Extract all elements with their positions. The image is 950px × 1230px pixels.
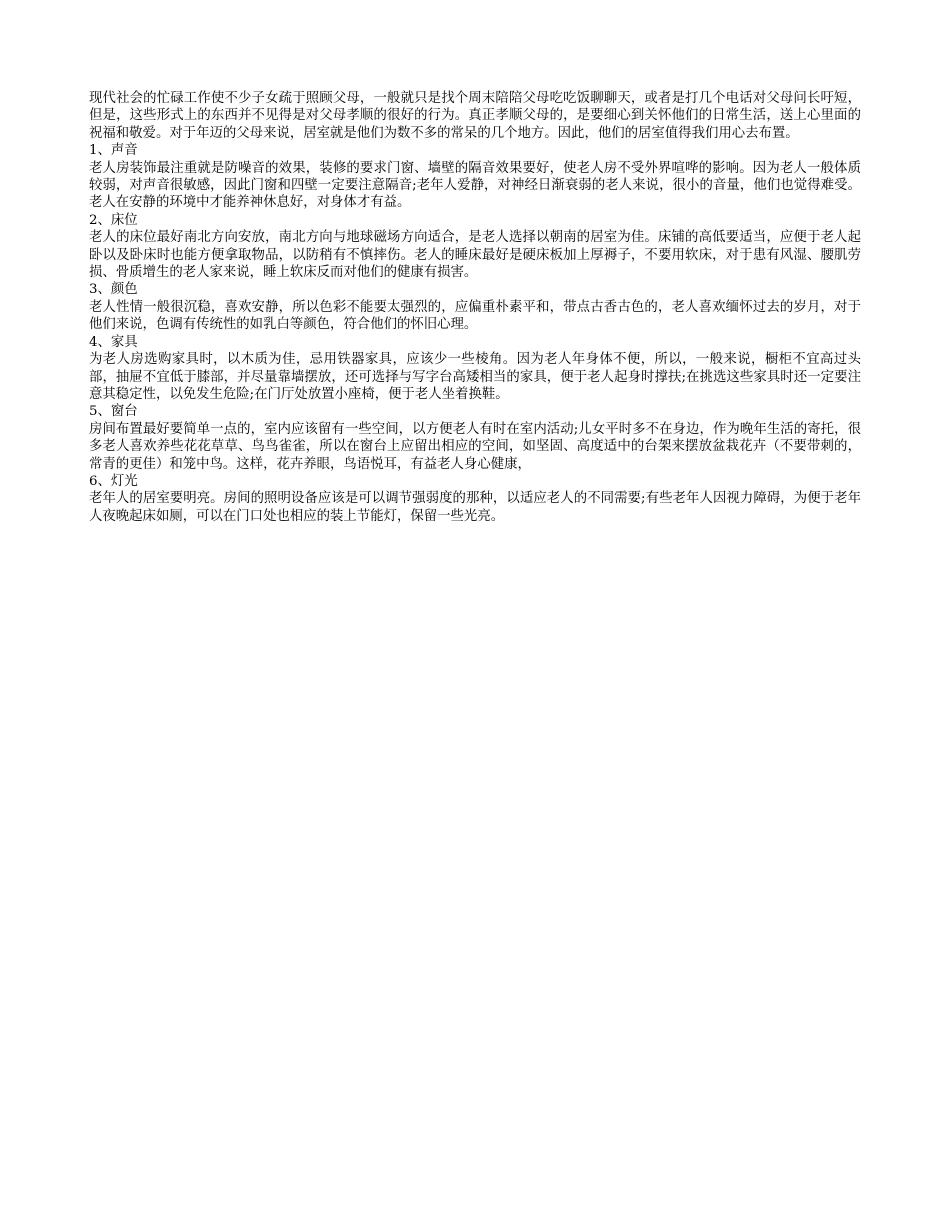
section-heading-windowsill: 5、窗台 xyxy=(89,404,138,420)
section-heading-sound: 1、声音 xyxy=(89,143,138,159)
section-body-furniture: 为老人房选购家具时，以木质为佳，忌用铁器家具，应该少一些棱角。因为老人年身体不便，所以，一般来说，橱柜不宜高过头部，抽屉不宜低于膝部，并尽量靠墙摆放，还可选择与写字台高矮相当的家具，便于老人起身时撑扶;在挑选这些家具时还一定要注意其稳定性，以免发生危险;在门厅处放置小座椅，便于老人坐着换鞋。 xyxy=(89,352,861,402)
section-body-lighting: 老年人的居室要明亮。房间的照明设备应该是可以调节强弱度的那种，以适应老人的不同需要;有些老年人因视力障碍，为便于老年人夜晚起床如厕，可以在门口处也相应的装上节能灯，保留一些光亮。 xyxy=(89,491,861,524)
section-heading-furniture: 4、家具 xyxy=(89,334,138,350)
section-body-bed: 老人的床位最好南北方向安放，南北方向与地球磁场方向适合，是老人选择以朝南的居室为佳。床铺的高低要适当，应便于老人起卧以及卧床时也能方便拿取物品，以防稍有不慎摔伤。老人的睡床最好是硬床板加上厚褥子，不要用软床，对于患有风湿、腰肌劳损、骨质增生的老人家来说，睡上软床反而对他们的健康有损害。 xyxy=(89,230,861,281)
section-body-windowsill: 房间布置最好要简单一点的，室内应该留有一些空间，以方便老人有时在室内活动;儿女平时多不在身边，作为晚年生活的寄托，很多老人喜欢养些花花草草、鸟鸟雀雀，所以在窗台上应留出相应的空间，如坚固、高度适中的台架来摆放盆栽花卉（不要带刺的，常青的更佳）和笼中鸟。这样，花卉养眼，鸟语悦耳，有益老人身心健康， xyxy=(89,421,861,472)
intro-paragraph: 现代社会的忙碌工作使不少子女疏于照顾父母，一般就只是找个周末陪陪父母吃吃饭聊聊天，或者是打几个电话对父母问长吁短，但是，这些形式上的东西并不见得是对父母孝顺的很好的行为。真正孝顺父母的，是要细心到关怀他们的日常生活，送上心里面的祝福和敬爱。对于年迈的父母来说，居室就是他们为数不多的常呆的几个地方。因此，他们的居室值得我们用心去布置。 xyxy=(89,91,861,141)
section-body-sound: 老人房装饰最注重就是防噪音的效果，装修的要求门窗、墙壁的隔音效果要好，使老人房不受外界喧哗的影响。因为老人一般体质较弱，对声音很敏感，因此门窗和四壁一定要注意隔音;老年人爱静，对神经日渐衰弱的老人来说，很小的音量，他们也觉得难受。老人在安静的环境中才能养神休息好，对身体才有益。 xyxy=(89,160,861,211)
article xyxy=(89,90,861,525)
section-heading-lighting: 6、灯光 xyxy=(89,473,138,489)
section-heading-bed: 2、床位 xyxy=(89,212,138,228)
section-heading-color: 3、颜色 xyxy=(89,282,138,298)
section-body-color: 老人性情一般很沉稳，喜欢安静，所以色彩不能要太强烈的，应偏重朴素平和，带点古香古色的，老人喜欢缅怀过去的岁月，对于他们来说，色调有传统性的如乳白等颜色，符合他们的怀旧心理。 xyxy=(89,299,861,333)
